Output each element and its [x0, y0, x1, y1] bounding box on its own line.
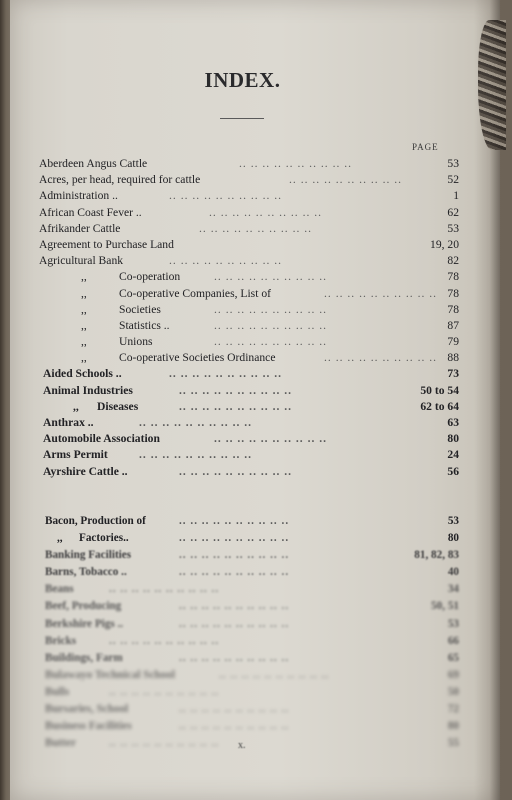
dot-leader: .. .. .. .. .. .. .. .. .. ..	[179, 383, 293, 397]
index-subentry	[39, 530, 459, 547]
index-entry	[39, 650, 459, 667]
entry-text: Banking Facilities	[45, 549, 132, 562]
entry-text: Business Facilities	[45, 720, 132, 733]
entry-page: 19, 20	[430, 237, 459, 251]
entry-page: 50, 51	[431, 600, 459, 613]
entry-text: Co-operation	[119, 270, 181, 284]
index-entry	[39, 366, 459, 382]
index-entry	[39, 667, 459, 684]
entry-text: Unions	[119, 335, 153, 349]
entry-text: Automobile Association	[43, 432, 160, 446]
index-subentry	[39, 302, 459, 318]
entry-text: Acres, per head, required for cattle	[39, 173, 201, 187]
dot-leader: .. .. .. .. .. .. .. .. .. ..	[179, 617, 290, 630]
entry-page: 53	[447, 157, 459, 170]
entry-text: African Coast Fever ..	[39, 205, 142, 219]
index-entry	[39, 684, 459, 701]
entry-page: 53	[447, 515, 459, 527]
entry-text: Afrikander Cattle	[39, 221, 121, 235]
index-entry	[39, 237, 459, 253]
entry-text: Beef, Producing	[45, 600, 122, 613]
entry-text: Administration ..	[39, 189, 118, 203]
dot-leader: .. .. .. .. .. .. .. .. .. ..	[214, 318, 328, 332]
entry-text: Bulawayo Technical School	[45, 668, 175, 681]
index-entry	[39, 598, 459, 615]
page-folio: x.	[238, 740, 246, 751]
index-entry	[39, 172, 459, 188]
entry-page: 81, 82, 83	[414, 549, 459, 562]
entry-text: Bricks	[45, 634, 77, 647]
entry-page: 63	[447, 416, 459, 429]
entry-text: Aberdeen Angus Cattle	[39, 157, 148, 170]
entry-page: 78	[447, 286, 459, 300]
entry-text: Berkshire Pigs ..	[45, 617, 124, 630]
entry-page: 24	[447, 448, 459, 462]
dot-leader: .. .. .. .. .. .. .. .. .. ..	[324, 351, 438, 365]
ditto-mark: ,,	[81, 351, 87, 365]
entry-text: Societies	[119, 302, 161, 316]
dot-leader: .. .. .. .. .. .. .. .. .. ..	[179, 600, 290, 613]
index-entry	[39, 718, 459, 735]
dot-leader: .. .. .. .. .. .. .. .. .. ..	[214, 270, 328, 284]
ditto-mark: ,,	[81, 270, 87, 284]
entry-page: 73	[447, 367, 459, 381]
entry-text: Animal Industries	[43, 383, 133, 397]
dot-leader: .. .. .. .. .. .. .. .. .. ..	[139, 416, 253, 429]
entry-page: 55	[447, 737, 459, 750]
dot-leader: .. .. .. .. .. .. .. .. .. ..	[179, 651, 290, 664]
entry-page: 79	[447, 335, 459, 349]
entry-text: Bulls	[45, 685, 70, 698]
entry-page: 34	[447, 583, 459, 596]
dot-leader: .. .. .. .. .. .. .. .. .. ..	[179, 515, 290, 527]
dot-leader: .. .. .. .. .. .. .. .. .. ..	[109, 634, 220, 647]
entry-text: Buildings, Farm	[45, 651, 123, 664]
index-entry	[39, 383, 459, 399]
index-entry	[39, 581, 459, 598]
entry-page: 80	[447, 432, 459, 446]
entry-text: Factories..	[79, 532, 129, 545]
entry-page: 65	[447, 651, 459, 664]
dot-leader: .. .. .. .. .. .. .. .. .. ..	[179, 399, 293, 413]
index-entry	[39, 735, 459, 752]
index-entry	[39, 188, 459, 204]
entry-page: 78	[447, 302, 459, 316]
index-entry	[39, 633, 459, 650]
index-entry	[39, 547, 459, 564]
index-entry	[39, 221, 459, 237]
index-entry	[39, 447, 459, 463]
index-entry	[39, 431, 459, 447]
ditto-mark: ,,	[81, 302, 87, 316]
entry-page: 88	[447, 351, 459, 365]
index-subentry	[39, 286, 459, 302]
page-title: INDEX.	[204, 68, 281, 92]
entry-text: Anthrax ..	[43, 416, 94, 429]
index-subentry	[39, 350, 459, 366]
entry-page: 52	[447, 173, 459, 187]
ditto-mark: ,,	[81, 335, 87, 349]
entry-page: 56	[447, 464, 459, 478]
entry-text: Bacon, Production of	[45, 515, 146, 527]
entry-page: 50 to 54	[420, 383, 459, 397]
index-subentry	[39, 399, 459, 415]
book-page	[10, 0, 500, 800]
entry-page: 53	[447, 221, 459, 235]
entry-page: 72	[447, 703, 459, 716]
index-section-a	[39, 156, 459, 480]
entry-text: Agricultural Bank	[39, 254, 124, 268]
dot-leader: .. .. .. .. .. .. .. .. .. ..	[324, 286, 438, 300]
entry-page: 82	[447, 254, 459, 268]
dot-leader: .. .. .. .. .. .. .. .. .. ..	[219, 668, 330, 681]
index-entry	[39, 701, 459, 718]
entry-text: Aided Schools ..	[43, 367, 122, 381]
dot-leader: .. .. .. .. .. .. .. .. .. ..	[214, 302, 328, 316]
index-subentry	[39, 269, 459, 285]
entry-page: 78	[447, 270, 459, 284]
entry-page: 80	[447, 532, 459, 545]
entry-page: 87	[447, 318, 459, 332]
entry-text: Diseases	[97, 399, 139, 413]
dot-leader: .. .. .. .. .. .. .. .. .. ..	[109, 685, 220, 698]
dot-leader: .. .. .. .. .. .. .. .. .. ..	[169, 367, 283, 381]
page-column-heading: PAGE	[412, 142, 439, 152]
torn-page-edge	[478, 20, 506, 150]
index-entry	[39, 156, 459, 172]
entry-text: Co-operative Societies Ordinance	[119, 351, 276, 365]
ditto-mark: ,,	[57, 532, 63, 545]
dot-leader: .. .. .. .. .. .. .. .. .. ..	[179, 720, 290, 733]
dot-leader: .. .. .. .. .. .. .. .. .. ..	[209, 205, 323, 219]
entry-text: Statistics ..	[119, 318, 170, 332]
dot-leader: .. .. .. .. .. .. .. .. .. ..	[289, 173, 403, 187]
entry-text: Co-operative Companies, List of	[119, 286, 271, 300]
dot-leader: .. .. .. .. .. .. .. .. .. ..	[179, 566, 290, 579]
dot-leader: .. .. .. .. .. .. .. .. .. ..	[109, 583, 220, 596]
ditto-mark: ,,	[81, 318, 87, 332]
entry-page: 50	[447, 685, 459, 698]
entry-page: 62	[447, 205, 459, 219]
dot-leader: .. .. .. .. .. .. .. .. .. ..	[199, 221, 313, 235]
entry-text: Barns, Tobacco ..	[45, 566, 127, 579]
entry-page: 69	[447, 668, 459, 681]
ditto-mark: ,,	[81, 286, 87, 300]
dot-leader: .. .. .. .. .. .. .. .. .. ..	[179, 464, 293, 478]
dot-leader: .. .. .. .. .. .. .. .. .. ..	[169, 189, 283, 203]
entry-page: 66	[447, 634, 459, 647]
index-entry	[39, 464, 459, 480]
index-entry	[39, 513, 459, 530]
entry-text: Agreement to Purchase Land	[39, 237, 174, 251]
dot-leader: .. .. .. .. .. .. .. .. .. ..	[239, 157, 353, 170]
dot-leader: .. .. .. .. .. .. .. .. .. ..	[109, 737, 220, 750]
dot-leader: .. .. .. .. .. .. .. .. .. ..	[139, 448, 253, 462]
dot-leader: .. .. .. .. .. .. .. .. .. ..	[214, 432, 328, 446]
entry-text: Beans	[45, 583, 74, 596]
dot-leader: .. .. .. .. .. .. .. .. .. ..	[179, 703, 290, 716]
dot-leader: .. .. .. .. .. .. .. .. .. ..	[214, 335, 328, 349]
entry-page: 62 to 64	[420, 399, 459, 413]
index-entry	[39, 415, 459, 431]
index-subentry	[39, 334, 459, 350]
index-entry	[39, 253, 459, 269]
ditto-mark: ,,	[73, 399, 79, 413]
dot-leader: .. .. .. .. .. .. .. .. .. ..	[169, 254, 283, 268]
entry-text: Bursaries, School	[45, 703, 129, 716]
entry-text: Butter	[45, 737, 77, 750]
index-entry	[39, 205, 459, 221]
dot-leader: .. .. .. .. .. .. .. .. .. ..	[179, 549, 290, 562]
entry-page: 1	[453, 189, 459, 203]
entry-page: 53	[447, 617, 459, 630]
index-entry	[39, 616, 459, 633]
index-subentry	[39, 318, 459, 334]
index-section-b	[39, 513, 459, 752]
entry-text: Arms Permit	[43, 448, 108, 462]
entry-text: Ayrshire Cattle ..	[43, 464, 128, 478]
entry-page: 80	[447, 720, 459, 733]
index-entry	[39, 564, 459, 581]
title-rule	[220, 118, 264, 119]
entry-page: 40	[447, 566, 459, 579]
dot-leader: .. .. .. .. .. .. .. .. .. ..	[179, 532, 290, 545]
